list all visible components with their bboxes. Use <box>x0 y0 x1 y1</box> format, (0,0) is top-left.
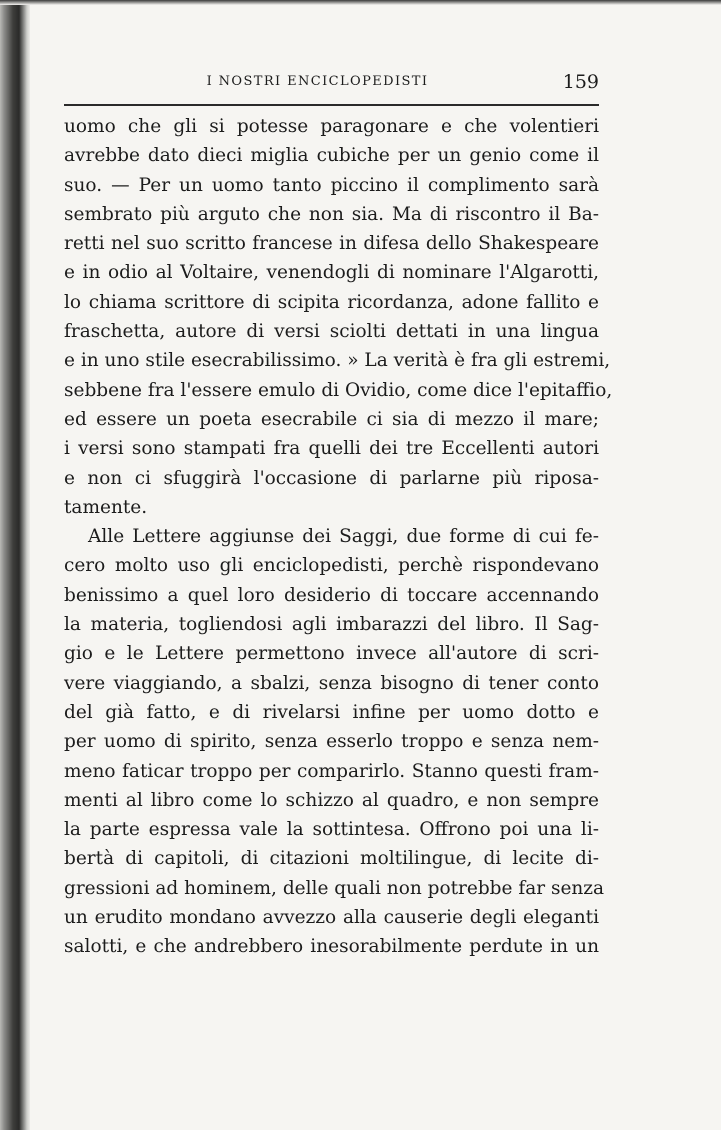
text-line: retti nel suo scritto francese in difesa dello Shakespeare <box>64 233 599 255</box>
text-line: i versi sono stampati fra quelli dei tre Eccellenti autori <box>64 438 599 460</box>
text-line: del già fatto, e di rivelarsi infine per uomo dotto e <box>64 701 599 723</box>
text-line: fraschetta, autore di versi sciolti dettati in una lingua <box>64 321 599 343</box>
text-line: lo chiama scrittore di scipita ricordanza, adone fallito e <box>64 291 599 313</box>
text-line: vere viaggiando, a sbalzi, senza bisogno di tener conto <box>64 672 599 694</box>
header-rule <box>64 104 599 106</box>
text-line: la parte espressa vale la sottintesa. Offrono poi una li- <box>64 819 599 841</box>
text-line: uomo che gli si potesse paragonare e che volentieri <box>64 116 599 137</box>
paragraph-start-line: Alle Lettere aggiunse dei Saggi, due forme di cui fe- <box>88 526 599 548</box>
text-line: ed essere un poeta esecrabile ci sia di mezzo il mare; <box>64 408 599 430</box>
text-line: gressioni ad hominem, delle quali non potrebbe far senza <box>64 877 605 899</box>
page-top-edge <box>0 0 721 5</box>
page-header <box>64 71 599 98</box>
text-line: salotti, e che andrebbero inesorabilmente perdute in un <box>64 936 599 958</box>
text-line: gio e le Lettere permettono invece all'autore di scri- <box>64 643 599 665</box>
text-line: suo. — Per un uomo tanto piccino il complimento sarà <box>64 174 599 196</box>
paragraph-end-line: tamente. <box>64 496 148 518</box>
text-line: e non ci sfuggirà l'occasione di parlarne più riposa- <box>64 467 599 489</box>
text-line: e in odio al Voltaire, venendogli di nominare l'Algarotti, <box>64 262 599 284</box>
text-line: menti al libro come lo schizzo al quadro, e non sempre <box>64 789 599 811</box>
text-line: per uomo di spirito, senza esserlo troppo e senza nem- <box>64 731 599 753</box>
text-line: avrebbe dato dieci miglia cubiche per un genio come il <box>64 145 599 167</box>
text-line: sembrato più arguto che non sia. Ma di riscontro il Ba- <box>64 203 599 225</box>
running-title: I NOSTRI ENCICLOPEDISTI <box>206 74 429 89</box>
page-number: 159 <box>562 71 599 93</box>
text-line: benissimo a quel loro desiderio di toccare accennando <box>64 584 599 606</box>
body-text <box>64 112 613 962</box>
text-line: meno faticar troppo per comparirlo. Stanno questi fram- <box>64 760 599 782</box>
text-line: e in uno stile esecrabilissimo. » La verità è fra gli estremi, <box>64 350 611 372</box>
text-line: sebbene fra l'essere emulo di Ovidio, come dice l'epitaffio, <box>64 379 613 401</box>
book-spine-shadow <box>0 0 30 1130</box>
text-line: bertà di capitoli, di citazioni moltilingue, di lecite di- <box>64 848 599 870</box>
text-line: un erudito mondano avvezzo alla causerie degli eleganti <box>64 907 599 929</box>
text-line: cero molto uso gli enciclopedisti, perchè rispondevano <box>64 555 599 577</box>
text-line: la materia, togliendosi agli imbarazzi del libro. Il Sag- <box>64 614 599 636</box>
